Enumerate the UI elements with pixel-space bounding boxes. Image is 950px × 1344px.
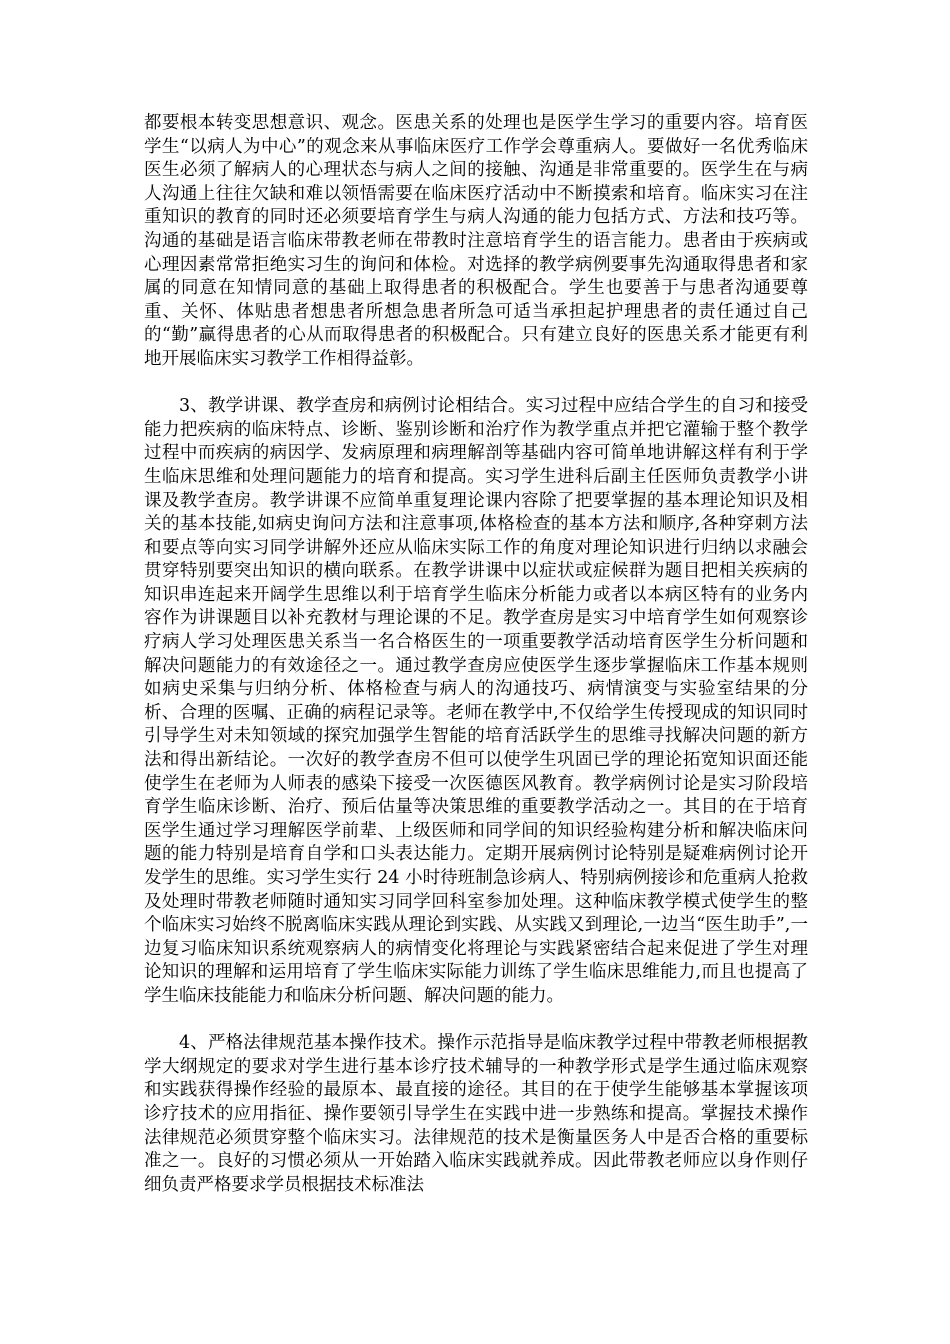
paragraph-section-3-teaching-methods: 3、教学讲课、教学查房和病例讨论相结合。实习过程中应结合学生的自习和接受能力把疾病的临床特点、诊断、鉴别诊断和治疗作为教学重点并把它灌输于整个教学过程中而疾病的病因学、发病原理和病理解剖等基础内容可简单地讲解这样有利于学生临床思维和处理问题能力的培育和提高。实习学生进科后副主任医师负责教学小讲课及教学查房。教学讲课不应简单重复理论课内容除了把要掌握的基本理论知识及相关的基本技能,如病史询问方法和注意事项,体格检查的基本方法和顺序,各种穿刺方法和要点等向实习同学讲解外还应从临床实际工作的角度对理论知识进行归纳以求融会贯穿特别要突出知识的横向联系。在教学讲课中以症状或症候群为题目把相关疾病的知识串连起来开阔学生思维以利于培育学生临床分析能力或者以本病区特有的业务内容作为讲课题目以补充教材与理论课的不足。教学查房是实习中培育学生如何观察诊疗病人学习处理医患关系当一名合格医生的一项重要教学活动培育医学生分析问题和解决问题能力的有效途径之一。通过教学查房应使医学生逐步掌握临床工作基本规则如病史采集与归纳分析、体格检查与病人的沟通技巧、病情演变与实验室结果的分析、合理的医嘱、正确的病程记录等。老师在教学中,不仅给学生传授现成的知识同时引导学生对未知领域的探究加强学生智能的培育活跃学生的思维寻找解决问题的新方法和得出新结论。一次好的教学查房不但可以使学生巩固已学的理论拓宽知识面还能使学生在老师为人师表的感染下接受一次医德医风教育。教学病例讨论是实习阶段培育学生临床诊断、治疗、预后估量等决策思维的重要教学活动之一。其目的在于培育医学生通过学习理解医学前辈、上级医师和同学间的知识经验构建分析和解决临床问题的能力特别是培育自学和口头表达能力。定期开展病例讨论特别是疑难病例讨论开发学生的思维。实习学生实行 24 小时待班制急诊病人、特别病例接诊和危重病人抢救及处理时带教老师随时通知实习同学回科室参加处理。这种临床教学模式使学生的整个临床实习始终不脱离临床实践从理论到实践、从实践又到理论,一边当“医生助手”,一边复习临床知识系统观察病人的病情变化将理论与实践紧密结合起来促进了学生对理论知识的理解和运用培育了学生临床实际能力训练了学生临床思维能力,而且也提高了学生临床技能能力和临床分析问题、解决问题的能力。 [144, 396, 808, 1006]
paragraph-doctor-patient-relationship: 都要根本转变思想意识、观念。医患关系的处理也是医学生学习的重要内容。培育医学生“以病人为中心”的观念来从事临床医疗工作学会尊重病人。要做好一名优秀临床医生必须了解病人的心理状态与病人之间的接触、沟通是非常重要的。医学生在与病人沟通上往往欠缺和难以领悟需要在临床医疗活动中不断摸索和培育。临床实习在注重知识的教育的同时还必须要培育学生与病人沟通的能力包括方式、方法和技巧等。沟通的基础是语言临床带教老师在带教时注意培育学生的语言能力。患者由于疾病或心理因素常常拒绝实习生的询问和体检。对选择的教学病例要事先沟通取得患者和家属的同意在知情同意的基础上取得患者的积极配合。学生也要善于与患者沟通要尊重、关怀、体贴患者想患者所想急患者所急可适当承担起护理患者的责任通过自己的“勤”赢得患者的心从而取得患者的积极配合。只有建立良好的医患关系才能更有利地开展临床实习教学工作相得益彰。 [144, 113, 808, 369]
paragraph-spacer [144, 372, 808, 396]
paragraph-section-4-operation-standards: 4、严格法律规范基本操作技术。操作示范指导是临床教学过程中带教老师根据教学大纲规定的要求对学生进行基本诊疗技术辅导的一种教学形式是学生通过临床观察和实践获得操作经验的最原本、最直接的途径。其目的在于使学生能够基本掌握该项诊疗技术的应用指征、操作要领引导学生在实践中进一步熟练和提高。掌握技术操作法律规范必须贯穿整个临床实习。法律规范的技术是衡量医务人中是否合格的重要标准之一。良好的习惯必须从一开始踏入临床实践就养成。因此带教老师应以身作则仔细负责严格要求学员根据技术标准法 [144, 1033, 808, 1195]
document-body [144, 112, 808, 1197]
paragraph-spacer [144, 1009, 808, 1033]
